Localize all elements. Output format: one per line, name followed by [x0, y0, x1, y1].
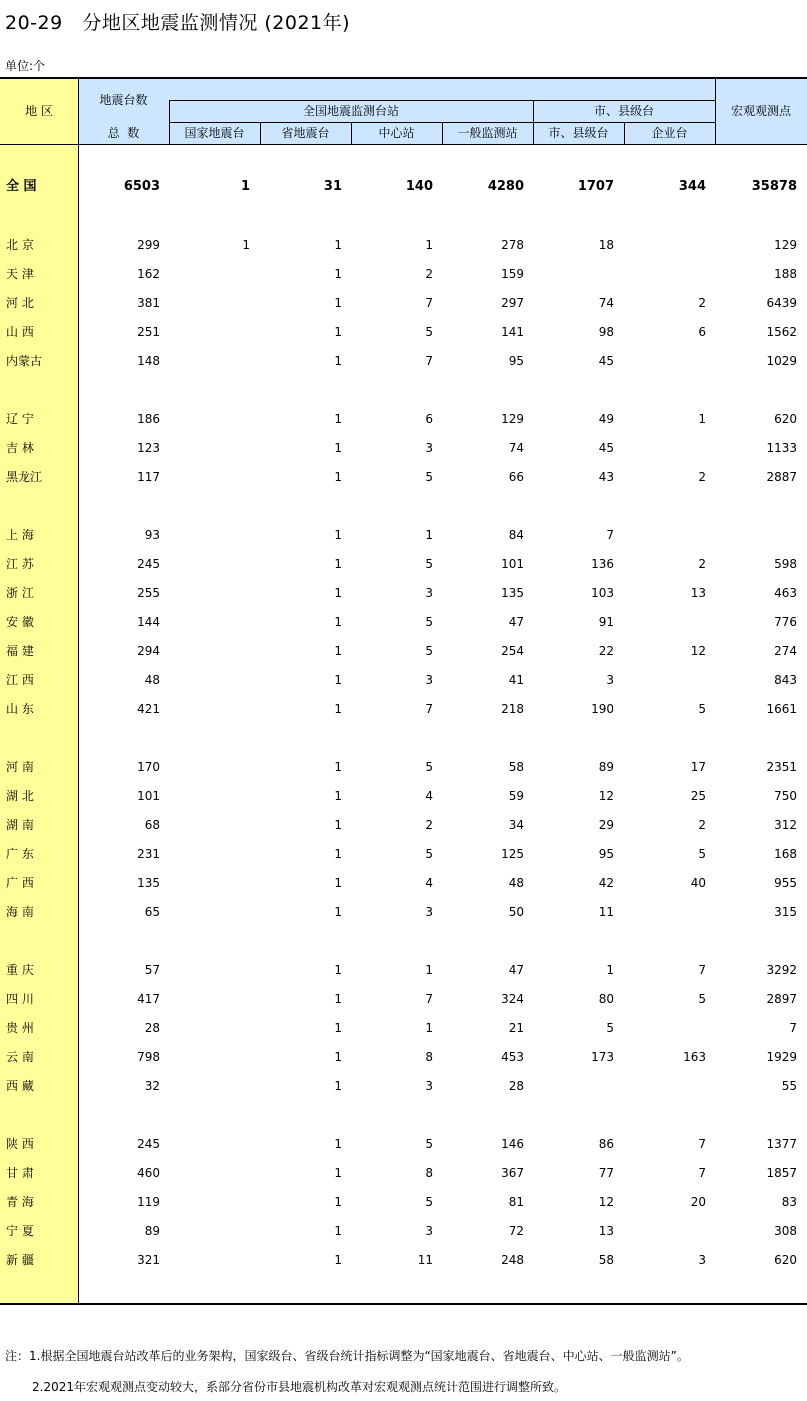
table-cell: 2 — [698, 296, 706, 310]
table-row — [0, 235, 807, 255]
table-cell: 5 — [425, 325, 433, 339]
table-cell: 68 — [144, 818, 160, 832]
table-row — [0, 815, 807, 835]
table-cell: 453 — [501, 1050, 524, 1064]
table-cell: 31 — [323, 179, 342, 194]
table-cell: 1 — [425, 963, 433, 977]
table-cell: 1 — [334, 267, 342, 281]
table-cell: 83 — [781, 1195, 797, 1209]
table-cell: 20 — [690, 1195, 706, 1209]
table-cell: 190 — [591, 702, 614, 716]
table-cell: 47 — [508, 963, 524, 977]
region-name: 天 津 — [6, 267, 34, 281]
table-cell: 3 — [425, 441, 433, 455]
table-bottom-rule — [0, 1303, 807, 1305]
table-cell: 620 — [774, 1253, 797, 1267]
table-cell: 308 — [774, 1224, 797, 1238]
table-cell: 28 — [508, 1079, 524, 1093]
region-name: 内蒙古 — [6, 354, 43, 368]
table-row-total — [0, 177, 807, 197]
table-cell: 4 — [425, 876, 433, 890]
table-cell: 1 — [334, 1079, 342, 1093]
table-cell: 58 — [598, 1253, 614, 1267]
table-cell: 86 — [598, 1137, 614, 1151]
region-name: 山 西 — [6, 325, 34, 339]
table-cell: 7 — [425, 354, 433, 368]
table-cell: 59 — [508, 789, 524, 803]
table-cell: 55 — [781, 1079, 797, 1093]
table-cell: 463 — [774, 586, 797, 600]
region-name: 福 建 — [6, 644, 34, 658]
table-cell: 248 — [501, 1253, 524, 1267]
table-cell: 2 — [425, 818, 433, 832]
table-cell: 29 — [598, 818, 614, 832]
table-cell: 101 — [501, 557, 524, 571]
table-cell: 1 — [334, 673, 342, 687]
table-cell: 2 — [698, 818, 706, 832]
table-cell: 173 — [591, 1050, 614, 1064]
table-cell: 2887 — [766, 470, 797, 484]
table-cell: 163 — [683, 1050, 706, 1064]
region-name: 湖 南 — [6, 818, 34, 832]
table-cell: 13 — [690, 586, 706, 600]
table-cell: 7 — [698, 963, 706, 977]
table-cell: 2351 — [766, 760, 797, 774]
table-cell: 41 — [508, 673, 524, 687]
table-cell: 8 — [425, 1050, 433, 1064]
table-cell: 7 — [698, 1166, 706, 1180]
table-cell: 1 — [334, 1021, 342, 1035]
table-cell: 2 — [425, 267, 433, 281]
table-cell: 297 — [501, 296, 524, 310]
table-row — [0, 525, 807, 545]
table-cell: 148 — [137, 354, 160, 368]
table-cell: 98 — [598, 325, 614, 339]
table-cell: 1 — [334, 441, 342, 455]
table-cell: 84 — [508, 528, 524, 542]
table-cell: 103 — [591, 586, 614, 600]
table-cell: 218 — [501, 702, 524, 716]
table-cell: 12 — [598, 1195, 614, 1209]
region-name: 安 徽 — [6, 615, 34, 629]
table-cell: 17 — [690, 760, 706, 774]
table-row — [0, 1047, 807, 1067]
table-cell: 4280 — [487, 179, 524, 194]
table-cell: 3 — [606, 673, 614, 687]
table-cell: 1 — [334, 412, 342, 426]
table-row — [0, 960, 807, 980]
table-row — [0, 612, 807, 632]
note-2: 2.2021年宏观观测点变动较大，系部分省份市县地震机构改革对宏观观测点统计范围进行调整所致。 — [32, 1380, 566, 1394]
table-cell: 117 — [137, 470, 160, 484]
table-cell: 1 — [242, 238, 250, 252]
table-cell: 1 — [334, 789, 342, 803]
table-cell: 5 — [425, 615, 433, 629]
region-name: 广 西 — [6, 876, 34, 890]
header-group-national: 全国地震监测台站 — [302, 104, 399, 118]
table-cell: 7 — [789, 1021, 797, 1035]
table-cell: 598 — [774, 557, 797, 571]
table-cell: 1562 — [766, 325, 797, 339]
table-row — [0, 438, 807, 458]
table-cell: 89 — [144, 1224, 160, 1238]
table-cell: 8 — [425, 1166, 433, 1180]
table-cell: 1 — [334, 1166, 342, 1180]
table-cell: 49 — [598, 412, 614, 426]
table-cell: 5 — [425, 1195, 433, 1209]
table-cell: 7 — [698, 1137, 706, 1151]
table-row — [0, 409, 807, 429]
table-cell: 1 — [425, 528, 433, 542]
table-cell: 245 — [137, 557, 160, 571]
table-cell: 125 — [501, 847, 524, 861]
region-name: 江 西 — [6, 673, 34, 687]
table-cell: 12 — [598, 789, 614, 803]
table-cell: 1 — [334, 296, 342, 310]
table-cell: 1 — [606, 963, 614, 977]
table-cell: 170 — [137, 760, 160, 774]
region-name: 重 庆 — [6, 963, 34, 977]
region-name: 河 南 — [6, 760, 34, 774]
region-name: 辽 宁 — [6, 412, 34, 426]
table-cell: 1 — [334, 528, 342, 542]
header-bottom-rule — [0, 144, 807, 145]
table-cell: 81 — [508, 1195, 524, 1209]
table-cell: 254 — [501, 644, 524, 658]
table-row — [0, 293, 807, 313]
table-cell: 620 — [774, 412, 797, 426]
header-central-station: 中心站 — [378, 126, 415, 140]
header-macro: 宏观观测点 — [730, 104, 791, 118]
table-cell: 47 — [508, 615, 524, 629]
table-row — [0, 1076, 807, 1096]
header-total-top: 地震台数 — [99, 93, 148, 107]
table-cell: 955 — [774, 876, 797, 890]
table-cell: 5 — [425, 470, 433, 484]
table-cell: 135 — [137, 876, 160, 890]
table-cell: 1 — [425, 1021, 433, 1035]
table-cell: 1707 — [577, 179, 614, 194]
table-cell: 1929 — [766, 1050, 797, 1064]
region-name: 河 北 — [6, 296, 34, 310]
table-cell: 58 — [508, 760, 524, 774]
table-row — [0, 699, 807, 719]
table-cell: 2897 — [766, 992, 797, 1006]
table-row — [0, 322, 807, 342]
table-cell: 255 — [137, 586, 160, 600]
table-cell: 5 — [425, 847, 433, 861]
table-row — [0, 1192, 807, 1212]
table-cell: 35878 — [751, 179, 797, 194]
table-cell: 1 — [334, 470, 342, 484]
table-cell: 3 — [698, 1253, 706, 1267]
table-row — [0, 641, 807, 661]
region-name: 云 南 — [6, 1050, 34, 1064]
region-name: 上 海 — [6, 528, 34, 542]
table-cell: 3 — [425, 1224, 433, 1238]
table-cell: 5 — [425, 1137, 433, 1151]
table-cell: 4 — [425, 789, 433, 803]
region-column-background — [0, 78, 78, 1304]
table-row — [0, 1163, 807, 1183]
region-name: 黑龙江 — [6, 470, 43, 484]
table-cell: 136 — [591, 557, 614, 571]
table-cell: 324 — [501, 992, 524, 1006]
table-cell: 7 — [425, 992, 433, 1006]
table-cell: 1 — [334, 1253, 342, 1267]
table-row — [0, 1134, 807, 1154]
table-cell: 123 — [137, 441, 160, 455]
table-cell: 140 — [405, 179, 433, 194]
region-name: 海 南 — [6, 905, 34, 919]
table-cell: 65 — [144, 905, 160, 919]
table-cell: 6 — [698, 325, 706, 339]
header-provincial-station: 省地震台 — [281, 126, 330, 140]
table-cell: 129 — [501, 412, 524, 426]
table-cell: 42 — [598, 876, 614, 890]
table-cell: 48 — [508, 876, 524, 890]
table-cell: 3 — [425, 673, 433, 687]
table-cell: 5 — [606, 1021, 614, 1035]
region-name: 四 川 — [6, 992, 34, 1006]
table-row — [0, 1250, 807, 1270]
table-cell: 315 — [774, 905, 797, 919]
table-cell: 2 — [698, 470, 706, 484]
group-header-rule — [169, 100, 715, 101]
table-cell: 294 — [137, 644, 160, 658]
region-name: 湖 北 — [6, 789, 34, 803]
table-cell: 1 — [334, 586, 342, 600]
table-cell: 1 — [334, 557, 342, 571]
table-cell: 28 — [144, 1021, 160, 1035]
table-cell: 5 — [698, 847, 706, 861]
table-cell: 1 — [334, 702, 342, 716]
table-cell: 1 — [334, 760, 342, 774]
table-cell: 22 — [598, 644, 614, 658]
table-cell: 101 — [137, 789, 160, 803]
table-cell: 144 — [137, 615, 160, 629]
table-cell: 89 — [598, 760, 614, 774]
table-cell: 1661 — [766, 702, 797, 716]
table-cell: 25 — [690, 789, 706, 803]
table-cell: 135 — [501, 586, 524, 600]
region-name: 西 藏 — [6, 1079, 34, 1093]
table-cell: 77 — [598, 1166, 614, 1180]
table-cell: 3 — [425, 905, 433, 919]
table-top-rule — [0, 77, 807, 79]
table-cell: 1 — [334, 818, 342, 832]
table-cell: 1 — [698, 412, 706, 426]
table-cell: 80 — [598, 992, 614, 1006]
table-cell: 12 — [690, 644, 706, 658]
table-cell: 11 — [417, 1253, 433, 1267]
table-cell: 251 — [137, 325, 160, 339]
header-region: 地 区 — [25, 104, 53, 118]
table-cell: 93 — [144, 528, 160, 542]
table-cell: 5 — [425, 557, 433, 571]
table-cell: 1 — [334, 354, 342, 368]
note-1: 注：1.根据全国地震台站改革后的业务架构，国家级台、省级台统计指标调整为“国家地震台、省地震台、中心站、一般监测站”。 — [5, 1349, 689, 1363]
table-cell: 1 — [334, 992, 342, 1006]
table-cell: 344 — [678, 179, 706, 194]
table-cell: 129 — [774, 238, 797, 252]
header-city-county-station: 市、县级台 — [548, 126, 609, 140]
table-cell: 13 — [598, 1224, 614, 1238]
table-cell: 141 — [501, 325, 524, 339]
header-enterprise-station: 企业台 — [651, 126, 688, 140]
table-cell: 5 — [698, 702, 706, 716]
table-row — [0, 1221, 807, 1241]
table-cell: 18 — [598, 238, 614, 252]
table-cell: 1 — [334, 963, 342, 977]
table-cell: 3 — [425, 1079, 433, 1093]
table-cell: 460 — [137, 1166, 160, 1180]
table-cell: 95 — [508, 354, 524, 368]
table-cell: 188 — [774, 267, 797, 281]
table-cell: 40 — [690, 876, 706, 890]
table-cell: 1 — [240, 179, 250, 194]
region-name: 吉 林 — [6, 441, 34, 455]
table-cell: 231 — [137, 847, 160, 861]
table-row — [0, 902, 807, 922]
table-row — [0, 989, 807, 1009]
table-cell: 6439 — [766, 296, 797, 310]
table-cell: 50 — [508, 905, 524, 919]
region-name: 全 国 — [6, 179, 37, 194]
region-name: 新 疆 — [6, 1253, 34, 1267]
table-cell: 1857 — [766, 1166, 797, 1180]
region-name: 山 东 — [6, 702, 34, 716]
table-cell: 11 — [598, 905, 614, 919]
table-cell: 798 — [137, 1050, 160, 1064]
table-cell: 162 — [137, 267, 160, 281]
region-column-divider — [78, 78, 79, 1304]
region-name: 浙 江 — [6, 586, 34, 600]
table-cell: 5 — [425, 760, 433, 774]
table-cell: 45 — [598, 354, 614, 368]
table-cell: 186 — [137, 412, 160, 426]
region-name: 贵 州 — [6, 1021, 34, 1035]
table-cell: 5 — [425, 644, 433, 658]
table-cell: 367 — [501, 1166, 524, 1180]
region-name: 陕 西 — [6, 1137, 34, 1151]
table-row — [0, 264, 807, 284]
region-name: 北 京 — [6, 238, 34, 252]
table-cell: 6503 — [123, 179, 160, 194]
table-cell: 776 — [774, 615, 797, 629]
table-cell: 34 — [508, 818, 524, 832]
table-cell: 119 — [137, 1195, 160, 1209]
table-cell: 91 — [598, 615, 614, 629]
table-cell: 3292 — [766, 963, 797, 977]
table-cell: 74 — [508, 441, 524, 455]
table-cell: 1 — [334, 644, 342, 658]
table-cell: 21 — [508, 1021, 524, 1035]
region-name: 甘 肃 — [6, 1166, 34, 1180]
table-cell: 417 — [137, 992, 160, 1006]
table-cell: 66 — [508, 470, 524, 484]
table-row — [0, 844, 807, 864]
table-cell: 6 — [425, 412, 433, 426]
table-cell: 1 — [334, 615, 342, 629]
table-row — [0, 786, 807, 806]
table-cell: 1377 — [766, 1137, 797, 1151]
table-cell: 843 — [774, 673, 797, 687]
table-cell: 146 — [501, 1137, 524, 1151]
table-cell: 321 — [137, 1253, 160, 1267]
table-cell: 2 — [698, 557, 706, 571]
table-cell: 43 — [598, 470, 614, 484]
table-cell: 159 — [501, 267, 524, 281]
region-name: 青 海 — [6, 1195, 34, 1209]
table-cell: 5 — [698, 992, 706, 1006]
unit-label: 单位:个 — [5, 59, 46, 73]
table-row — [0, 583, 807, 603]
table-cell: 1 — [334, 325, 342, 339]
table-cell: 1133 — [766, 441, 797, 455]
table-cell: 72 — [508, 1224, 524, 1238]
table-cell: 1029 — [766, 354, 797, 368]
region-name: 宁 夏 — [6, 1224, 34, 1238]
table-row — [0, 1018, 807, 1038]
table-cell: 299 — [137, 238, 160, 252]
table-row — [0, 351, 807, 371]
page-title: 20-29 分地区地震监测情况 (2021年) — [5, 12, 351, 34]
table-cell: 245 — [137, 1137, 160, 1151]
table-cell: 1 — [334, 905, 342, 919]
table-cell: 7 — [425, 296, 433, 310]
table-cell: 57 — [144, 963, 160, 977]
table-cell: 7 — [606, 528, 614, 542]
table-cell: 312 — [774, 818, 797, 832]
header-total-bottom: 总 数 — [107, 126, 140, 140]
table-row — [0, 467, 807, 487]
table-cell: 1 — [334, 1050, 342, 1064]
table-cell: 1 — [334, 1137, 342, 1151]
header-general-station: 一般监测站 — [457, 126, 518, 140]
table-cell: 278 — [501, 238, 524, 252]
table-row — [0, 757, 807, 777]
table-cell: 74 — [598, 296, 614, 310]
table-row — [0, 873, 807, 893]
table-cell: 95 — [598, 847, 614, 861]
table-cell: 168 — [774, 847, 797, 861]
header-group-city: 市、县级台 — [593, 104, 654, 118]
header-national-station: 国家地震台 — [184, 126, 245, 140]
table-cell: 45 — [598, 441, 614, 455]
table-cell: 1 — [334, 847, 342, 861]
table-cell: 381 — [137, 296, 160, 310]
table-cell: 32 — [144, 1079, 160, 1093]
table-cell: 3 — [425, 586, 433, 600]
table-cell: 1 — [334, 238, 342, 252]
table-row — [0, 670, 807, 690]
table-cell: 1 — [334, 876, 342, 890]
table-cell: 421 — [137, 702, 160, 716]
table-cell: 274 — [774, 644, 797, 658]
table-cell: 48 — [144, 673, 160, 687]
table-cell: 750 — [774, 789, 797, 803]
region-name: 广 东 — [6, 847, 34, 861]
table-cell: 1 — [334, 1224, 342, 1238]
table-cell: 7 — [425, 702, 433, 716]
table-row — [0, 554, 807, 574]
table-cell: 1 — [334, 1195, 342, 1209]
table-cell: 1 — [425, 238, 433, 252]
region-name: 江 苏 — [6, 557, 34, 571]
